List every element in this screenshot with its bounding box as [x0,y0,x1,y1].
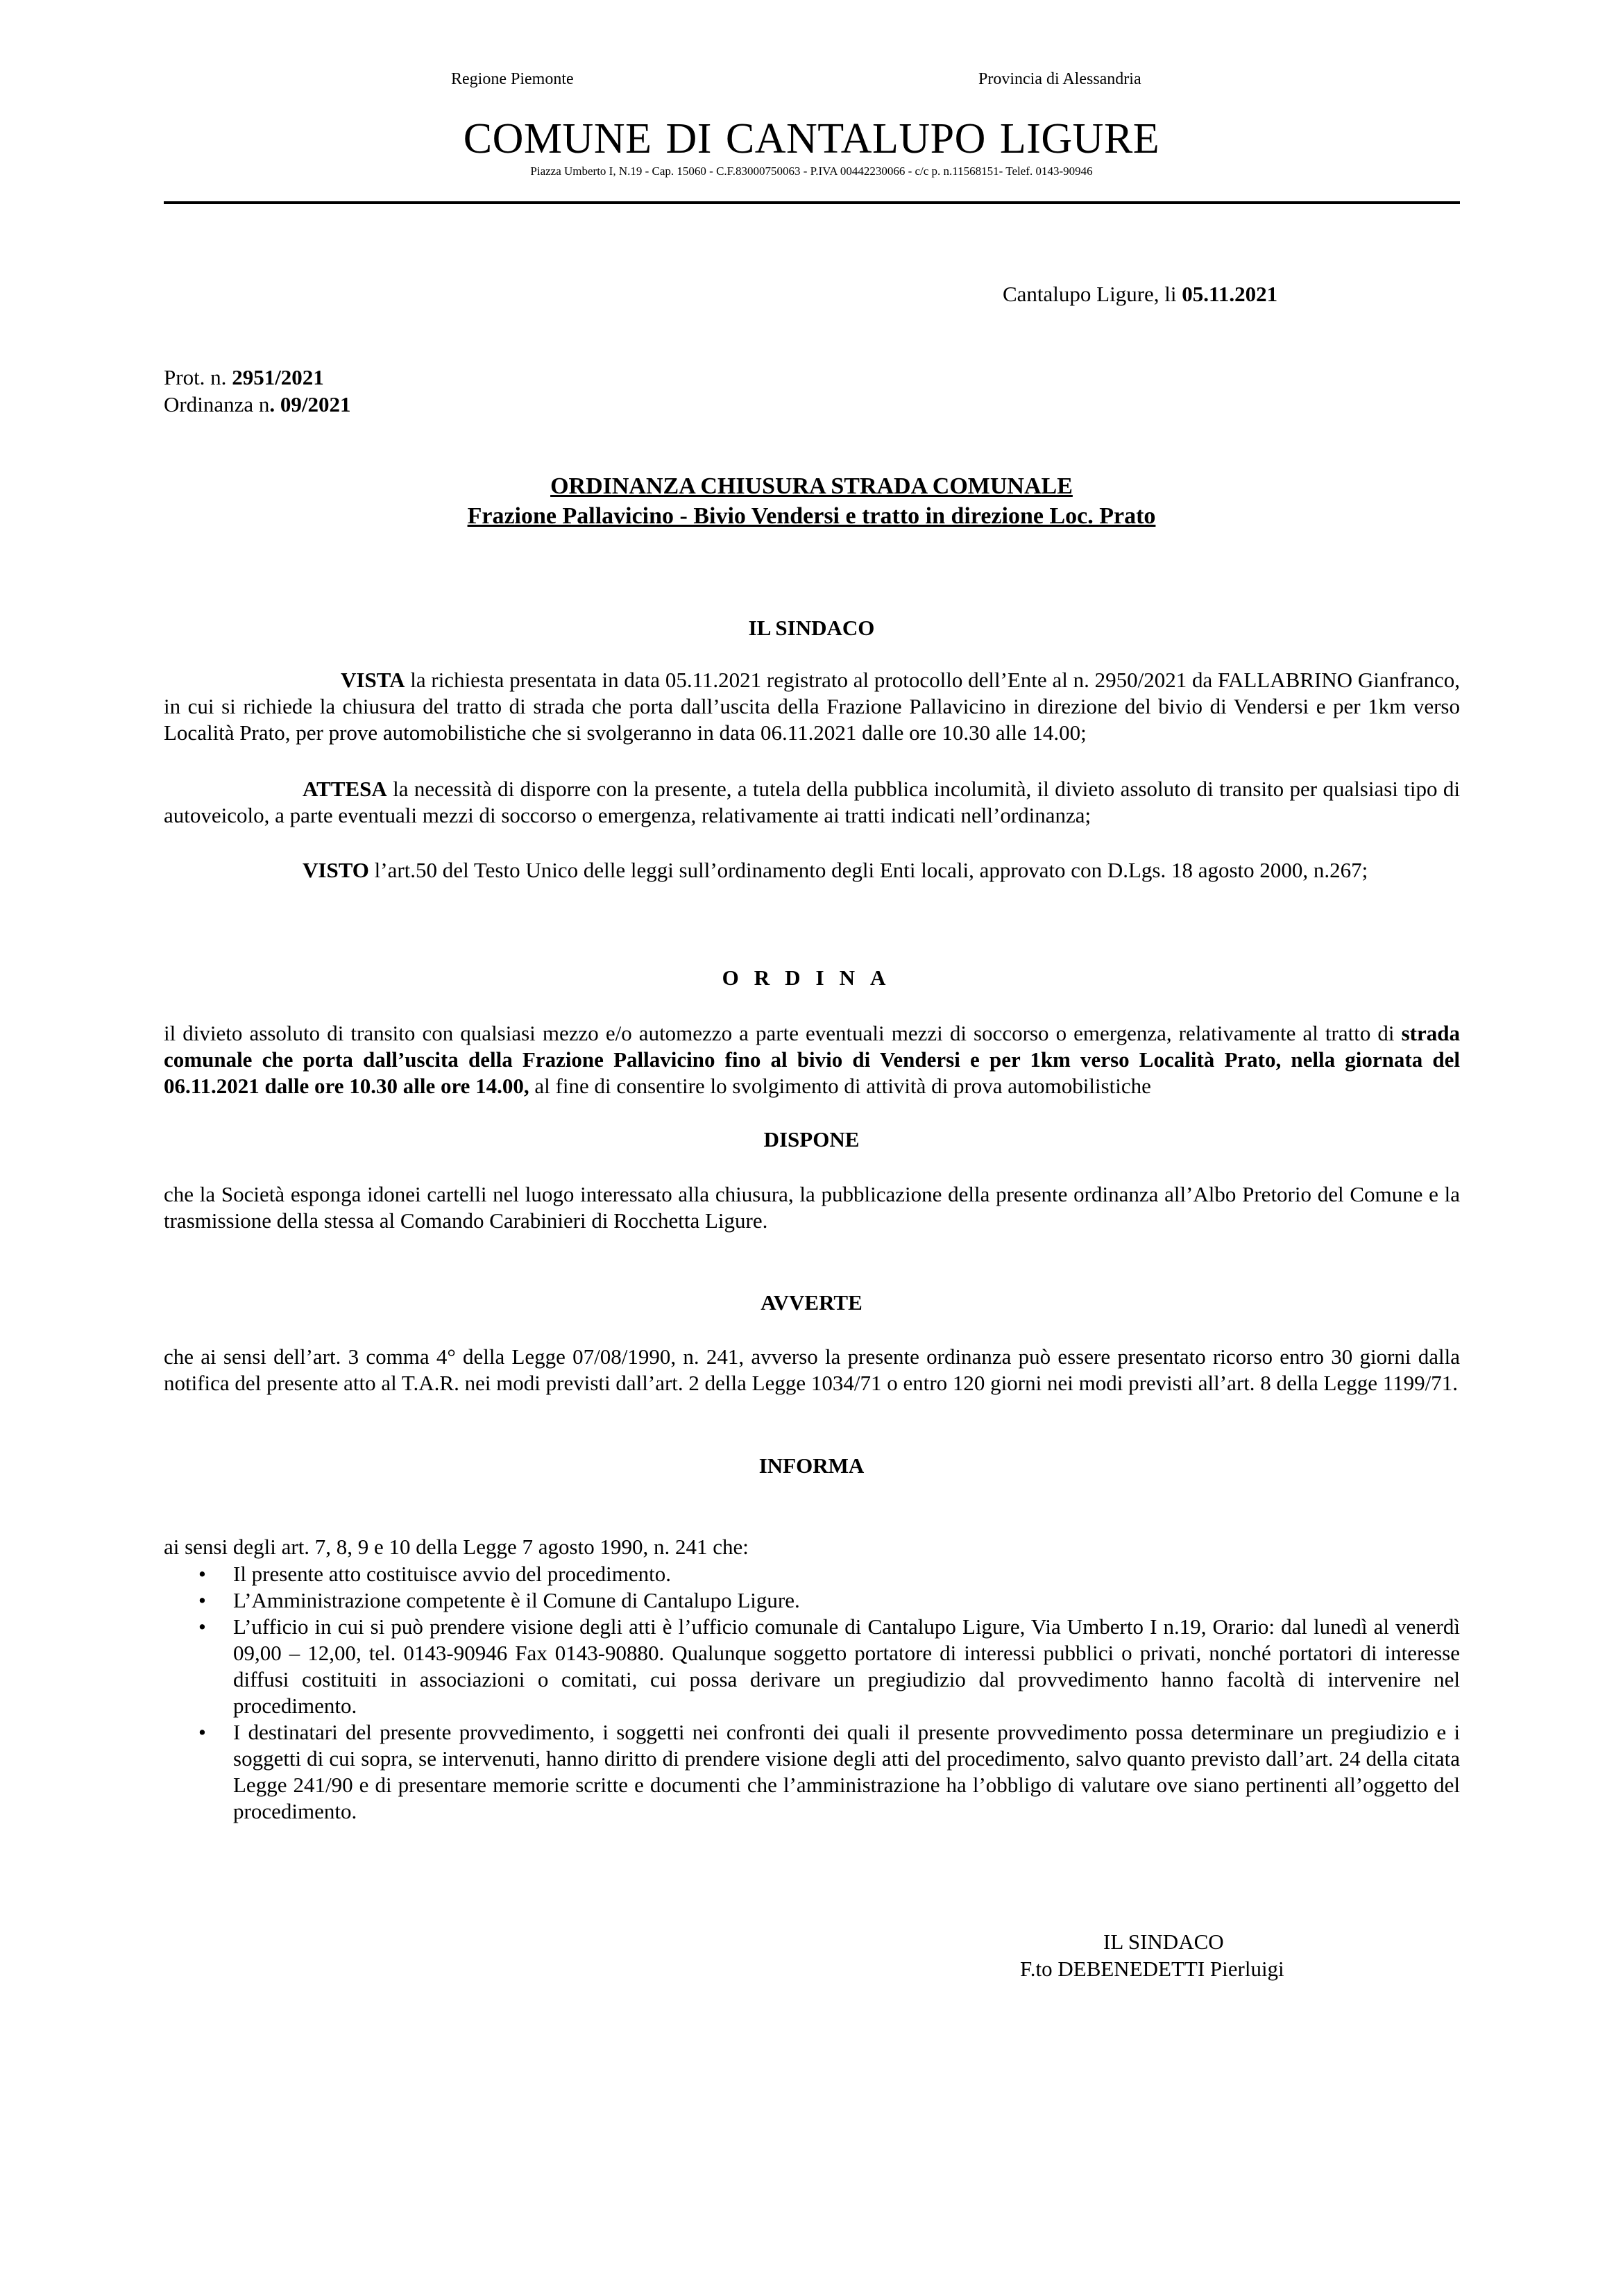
vista-text: la richiesta presentata in data 05.11.2021 registrato al protocollo dell’Ente al n. 2950/2021 da FALLABRINO Gianfranco, in cui si richiede la chiusura del tratto di strada che porta dall’uscita della Frazione Pallavicino in direzione del bivio di Vendersi e per 1km verso Località Prato, per prove automobilistiche che si svolgeranno in data 06.11.2021 dalle ore 10.30 alle 14.00; [164,668,1460,745]
paragraph-visto [164,857,1460,884]
ordinance-number [164,391,350,418]
list-item-text: L’Amministrazione competente è il Comune di Cantalupo Ligure. [233,1588,800,1612]
list-item-text: Il presente atto costituisce avvio del procedimento. [233,1562,671,1586]
place-date [1003,281,1277,307]
keyword-attesa: ATTESA [303,777,387,801]
informa-intro: ai sensi degli art. 7, 8, 9 e 10 della Legge 7 agosto 1990, n. 241 che: [164,1535,749,1559]
list-item [164,1561,1460,1587]
protocol-number [164,364,324,391]
paragraph-attesa [164,776,1460,829]
paragraph-dispone: che la Società esponga idonei cartelli nel luogo interessato alla chiusura, la pubblicazione della presente ordinanza all’Albo Pretorio del Comune e la trasmissione della stessa al Comando Carabinieri di Rocchetta Ligure. [164,1182,1460,1233]
ordina-text-2: al fine di consentire lo svolgimento di attività di prova automobilistiche [529,1074,1151,1098]
header-comune-title: COMUNE DI CANTALUPO LIGURE [463,115,1160,162]
bullet-icon: • [198,1562,206,1586]
header-address: Piazza Umberto I, N.19 - Cap. 15060 - C.F.83000750063 - P.IVA 00442230066 - c/c p. n.11568151- Telef. 0143-90946 [530,164,1093,178]
signature-title: IL SINDACO [1103,1930,1224,1954]
prot-label: Prot. n. [164,365,232,389]
heading-ordina: ORDINA [722,965,901,990]
ordina-text-bold: strada comunale che porta dall’uscita della Frazione Pallavicino fino al bivio di Vendersi e per 1km verso Località Prato, nella giornata del 06.11.2021 dalle ore 10.30 alle ore 14.00, [164,1021,1460,1098]
heading-informa: INFORMA [758,1453,865,1478]
heading-il-sindaco: IL SINDACO [748,616,875,640]
signature-name: F.to DEBENEDETTI Pierluigi [1020,1957,1284,1981]
bullet-icon: • [198,1720,206,1744]
list-item-text: L’ufficio in cui si può prendere visione degli atti è l’ufficio comunale di Cantalupo Ligure, Via Umberto I n.19, Orario: dal lunedì al venerdì 09,00 – 12,00, tel. 0143-90946 Fax 0143-90880. Qualunque soggetto portatore di interessi pubblici o privati, nonché portatori di interesse diffusi costituiti in associazioni o comitati, cui possa derivare un pregiudizio dal provvedimento hanno facoltà di intervenire nel procedimento. [233,1614,1460,1718]
document-title: ORDINANZA CHIUSURA STRADA COMUNALE [550,473,1073,499]
bullet-icon: • [198,1614,206,1639]
list-item [164,1719,1460,1825]
header-region: Regione Piemonte [451,70,574,88]
attesa-text: la necessità di disporre con la presente, a tutela della pubblica incolumità, il divieto assoluto di transito per qualsiasi tipo di autoveicolo, a parte eventuali mezzi di soccorso o emergenza, relativamente ai tratti indicati nell’ordinanza; [164,777,1460,827]
document-date: 05.11.2021 [1182,282,1278,306]
place-label: Cantalupo Ligure, li [1003,282,1182,306]
header-divider [164,201,1460,204]
header-province: Provincia di Alessandria [978,70,1141,88]
heading-avverte: AVVERTE [760,1290,863,1315]
visto-text: l’art.50 del Testo Unico delle leggi sull’ordinamento degli Enti locali, approvato con D.Lgs. 18 agosto 2000, n.267; [368,858,1368,882]
keyword-visto: VISTO [303,858,369,882]
list-item [164,1587,1460,1614]
bullet-icon: • [198,1588,206,1612]
prot-value: 2951/2021 [232,365,324,389]
paragraph-vista [164,667,1460,746]
keyword-vista: VISTA [341,668,405,692]
informa-list [164,1561,1460,1825]
ordinance-value: . 09/2021 [269,392,351,416]
ordinance-label: Ordinanza n [164,392,270,416]
document-subtitle: Frazione Pallavicino - Bivio Vendersi e tratto in direzione Loc. Prato [467,503,1156,529]
paragraph-avverte: che ai sensi dell’art. 3 comma 4° della Legge 07/08/1990, n. 241, avverso la presente ordinanza può essere presentato ricorso entro 30 giorni dalla notifica del presente atto al T.A.R. nei modi previsti dall’art. 2 della Legge 1034/71 o entro 120 giorni nei modi previsti all’art. 8 della Legge 1199/71. [164,1344,1460,1395]
list-item-text: I destinatari del presente provvedimento, i soggetti nei confronti dei quali il presente provvedimento possa determinare un pregiudizio e i soggetti di cui sopra, se intervenuti, hanno diritto di prendere visione degli atti del procedimento, salvo quanto previsto dall’art. 24 della citata Legge 241/90 e di presentare memorie scritte e documenti che l’amministrazione ha l’obbligo di valutare ove siano pertinenti all’oggetto del procedimento. [233,1720,1460,1823]
heading-dispone: DISPONE [763,1127,860,1151]
list-item [164,1614,1460,1719]
paragraph-ordina [164,1020,1460,1099]
ordina-text-1: il divieto assoluto di transito con qualsiasi mezzo e/o automezzo a parte eventuali mezzi di soccorso o emergenza, relativamente al tratto di [164,1021,1402,1045]
